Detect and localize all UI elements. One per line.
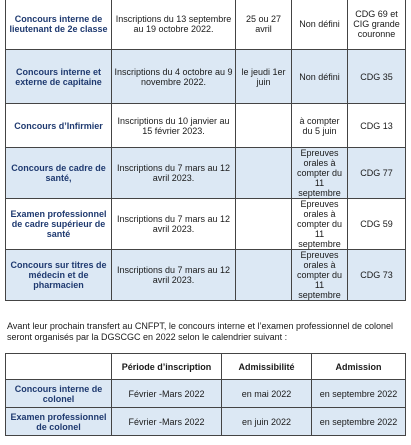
registration-period: Inscriptions du 7 mars au 12 avril 2023. bbox=[112, 199, 236, 250]
exam-date bbox=[236, 148, 292, 199]
admission-date: à compter du 5 juin bbox=[292, 104, 348, 148]
exam-name: Concours sur titres de médecin et de pharmacien bbox=[6, 250, 112, 301]
exam-date: 25 ou 27 avril bbox=[236, 0, 292, 50]
exam-date: le jeudi 1er juin bbox=[236, 50, 292, 104]
exam-date bbox=[236, 250, 292, 301]
exam-name: Concours interne et externe de capitaine bbox=[6, 50, 112, 104]
registration-period: Inscriptions du 7 mars au 12 avril 2023. bbox=[112, 250, 236, 301]
registration-period: Février -Mars 2022 bbox=[112, 380, 222, 408]
admission-date: Epreuves orales à compter du 11 septembre bbox=[292, 250, 348, 301]
exam-name: Concours interne de lieutenant de 2e classe bbox=[6, 0, 112, 50]
colonel-calendar-table bbox=[5, 353, 406, 436]
organizing-centre: CDG 73 bbox=[348, 250, 406, 301]
admission-date: en septembre 2022 bbox=[312, 408, 406, 436]
registration-period: Inscriptions du 10 janvier au 15 février 2023. bbox=[112, 104, 236, 148]
exam-name: Examen professionnel de colonel bbox=[6, 408, 112, 436]
colonel-calendar-intro: Avant leur prochain transfert au CNFPT, le concours interne et l’examen professionnel de colonel seront organisés par la DGSCGC en 2022 selon le calendrier suivant : bbox=[7, 321, 394, 342]
table-row bbox=[6, 50, 406, 104]
registration-period: Inscriptions du 13 septembre au 19 octobre 2022. bbox=[112, 0, 236, 50]
column-header: Admission bbox=[312, 354, 406, 380]
admission-date: Non défini bbox=[292, 0, 348, 50]
table-row bbox=[6, 250, 406, 301]
admission-date: en septembre 2022 bbox=[312, 380, 406, 408]
registration-period: Inscriptions du 4 octobre au 9 novembre 2022. bbox=[112, 50, 236, 104]
organizing-centre: CDG 13 bbox=[348, 104, 406, 148]
table-row bbox=[6, 380, 406, 408]
organizing-centre: CDG 59 bbox=[348, 199, 406, 250]
table-row bbox=[6, 199, 406, 250]
table-row bbox=[6, 408, 406, 436]
exam-schedule-table bbox=[5, 0, 406, 301]
organizing-centre: CDG 77 bbox=[348, 148, 406, 199]
admissibility-date: en juin 2022 bbox=[222, 408, 312, 436]
registration-period: Février -Mars 2022 bbox=[112, 408, 222, 436]
table-row bbox=[6, 104, 406, 148]
exam-name: Concours de cadre de santé, bbox=[6, 148, 112, 199]
table-header-row bbox=[6, 354, 406, 380]
organizing-centre: CDG 69 et CIG grande couronne bbox=[348, 0, 406, 50]
organizing-centre: CDG 35 bbox=[348, 50, 406, 104]
column-header bbox=[6, 354, 112, 380]
registration-period: Inscriptions du 7 mars au 12 avril 2023. bbox=[112, 148, 236, 199]
column-header: Admissibilité bbox=[222, 354, 312, 380]
table-row bbox=[6, 0, 406, 50]
exam-date bbox=[236, 199, 292, 250]
admission-date: Epreuves orales à compter du 11 septembre bbox=[292, 199, 348, 250]
exam-name: Concours d’Infirmier bbox=[6, 104, 112, 148]
exam-name: Concours interne de colonel bbox=[6, 380, 112, 408]
admissibility-date: en mai 2022 bbox=[222, 380, 312, 408]
exam-name: Examen professionnel de cadre supérieur de santé bbox=[6, 199, 112, 250]
table-row bbox=[6, 148, 406, 199]
admission-date: Non défini bbox=[292, 50, 348, 104]
exam-date bbox=[236, 104, 292, 148]
column-header: Période d’inscription bbox=[112, 354, 222, 380]
admission-date: Epreuves orales à compter du 11 septembre bbox=[292, 148, 348, 199]
